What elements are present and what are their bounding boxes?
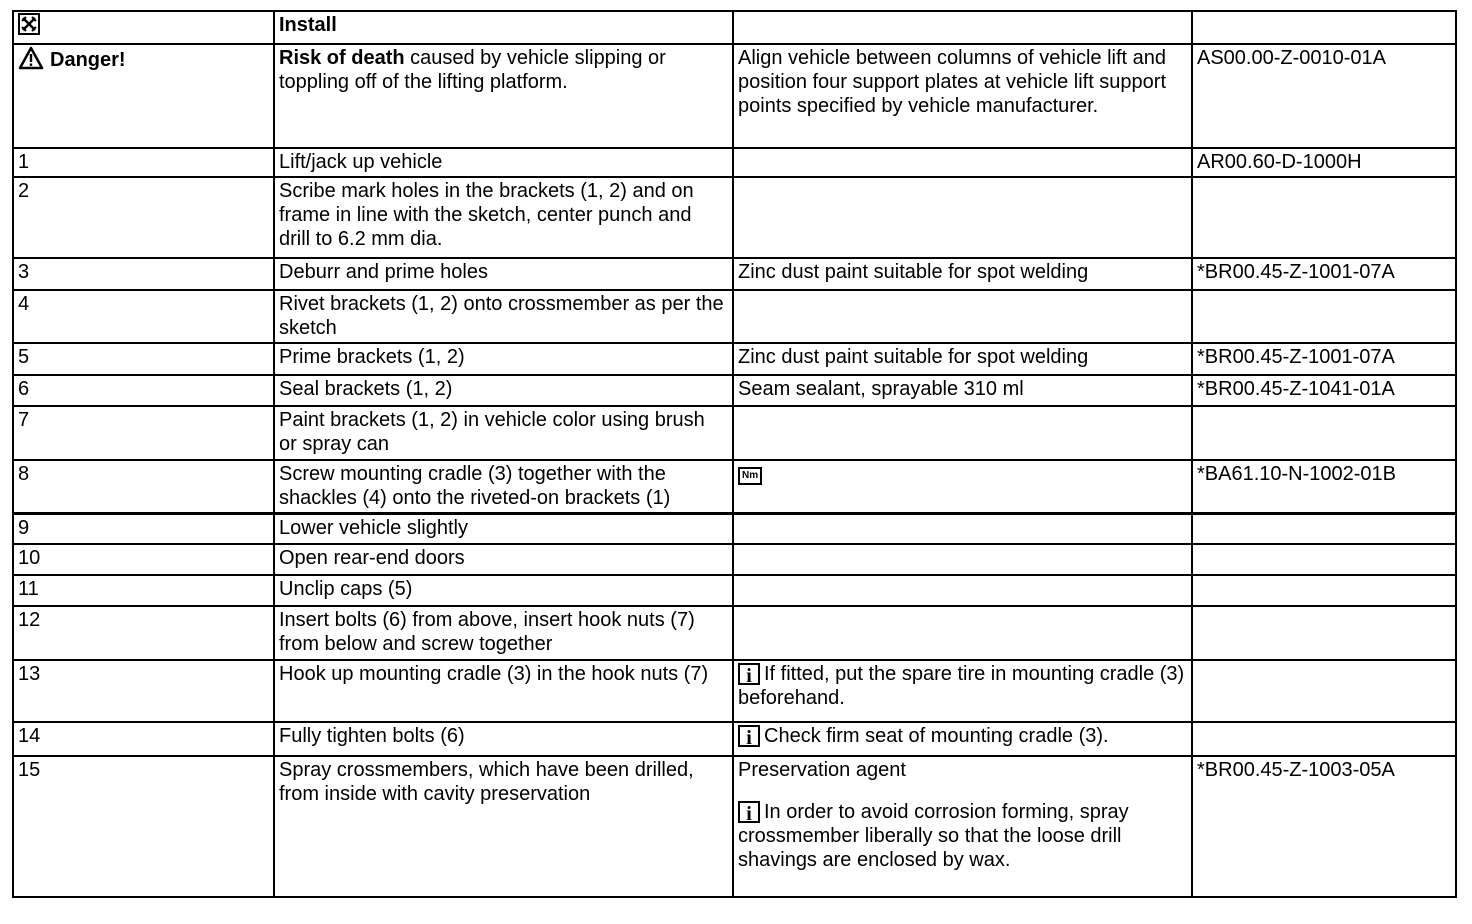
header-title: Install — [274, 11, 733, 44]
risk-text: caused by vehicle slipping or toppling off of the lifting platform. — [279, 47, 666, 93]
table-row: 7 Paint brackets (1, 2) in vehicle color using brush or spray can — [13, 406, 1456, 460]
table-row: 6 Seal brackets (1, 2) Seam sealant, sprayable 310 ml *BR00.45-Z-1041-01A — [13, 375, 1456, 406]
danger-instruction: Align vehicle between columns of vehicle lift and position four support plates at vehicle lift support points specified by vehicle manufacturer. — [733, 44, 1192, 148]
torque-nm-icon: Nm — [738, 467, 762, 485]
table-row: 3 Deburr and prime holes Zinc dust paint suitable for spot welding *BR00.45-Z-1001-07A — [13, 258, 1456, 290]
table-row: 11 Unclip caps (5) — [13, 575, 1456, 606]
danger-label: Danger! — [50, 49, 126, 71]
table-row: 15 Spray crossmembers, which have been drilled, from inside with cavity preservation Preservation agent i In order to avoid corrosion forming, spray crossmember liberally so that the loose drill shavings are enclosed by wax. *BR00.45-Z-1003-05A — [13, 756, 1456, 897]
table-row: 5 Prime brackets (1, 2) Zinc dust paint suitable for spot welding *BR00.45-Z-1001-07A — [13, 343, 1456, 375]
info-icon: i — [738, 663, 760, 685]
table-row: 2 Scribe mark holes in the brackets (1, 2) and on frame in line with the sketch, center punch and drill to 6.2 mm dia. — [13, 177, 1456, 258]
info-icon: i — [738, 801, 760, 823]
table-row: 4 Rivet brackets (1, 2) onto crossmember as per the sketch — [13, 290, 1456, 343]
warning-triangle-icon — [18, 46, 44, 76]
header-row — [13, 11, 1456, 44]
tool-icon — [18, 13, 40, 41]
table-row: 10 Open rear-end doors — [13, 544, 1456, 575]
procedure-table — [12, 10, 1457, 898]
table-row: 13 Hook up mounting cradle (3) in the hook nuts (7) i If fitted, put the spare tire in mounting cradle (3) beforehand. — [13, 660, 1456, 722]
table-row: 1 Lift/jack up vehicle AR00.60-D-1000H — [13, 148, 1456, 177]
info-icon: i — [738, 725, 760, 747]
table-row: 14 Fully tighten bolts (6) i Check firm seat of mounting cradle (3). — [13, 722, 1456, 756]
danger-risk-cell — [274, 44, 733, 148]
header-icon-cell — [13, 11, 274, 44]
table-row: 8 Screw mounting cradle (3) together with the shackles (4) onto the riveted-on brackets (1) Nm *BA61.10-N-1002-01B — [13, 460, 1456, 513]
danger-row — [13, 44, 1456, 148]
risk-bold: Risk of death — [279, 47, 405, 69]
danger-label-cell — [13, 44, 274, 148]
table-row: 12 Insert bolts (6) from above, insert hook nuts (7) from below and screw together — [13, 606, 1456, 660]
danger-ref: AS00.00-Z-0010-01A — [1192, 44, 1456, 148]
table-row: 9 Lower vehicle slightly — [13, 513, 1456, 544]
